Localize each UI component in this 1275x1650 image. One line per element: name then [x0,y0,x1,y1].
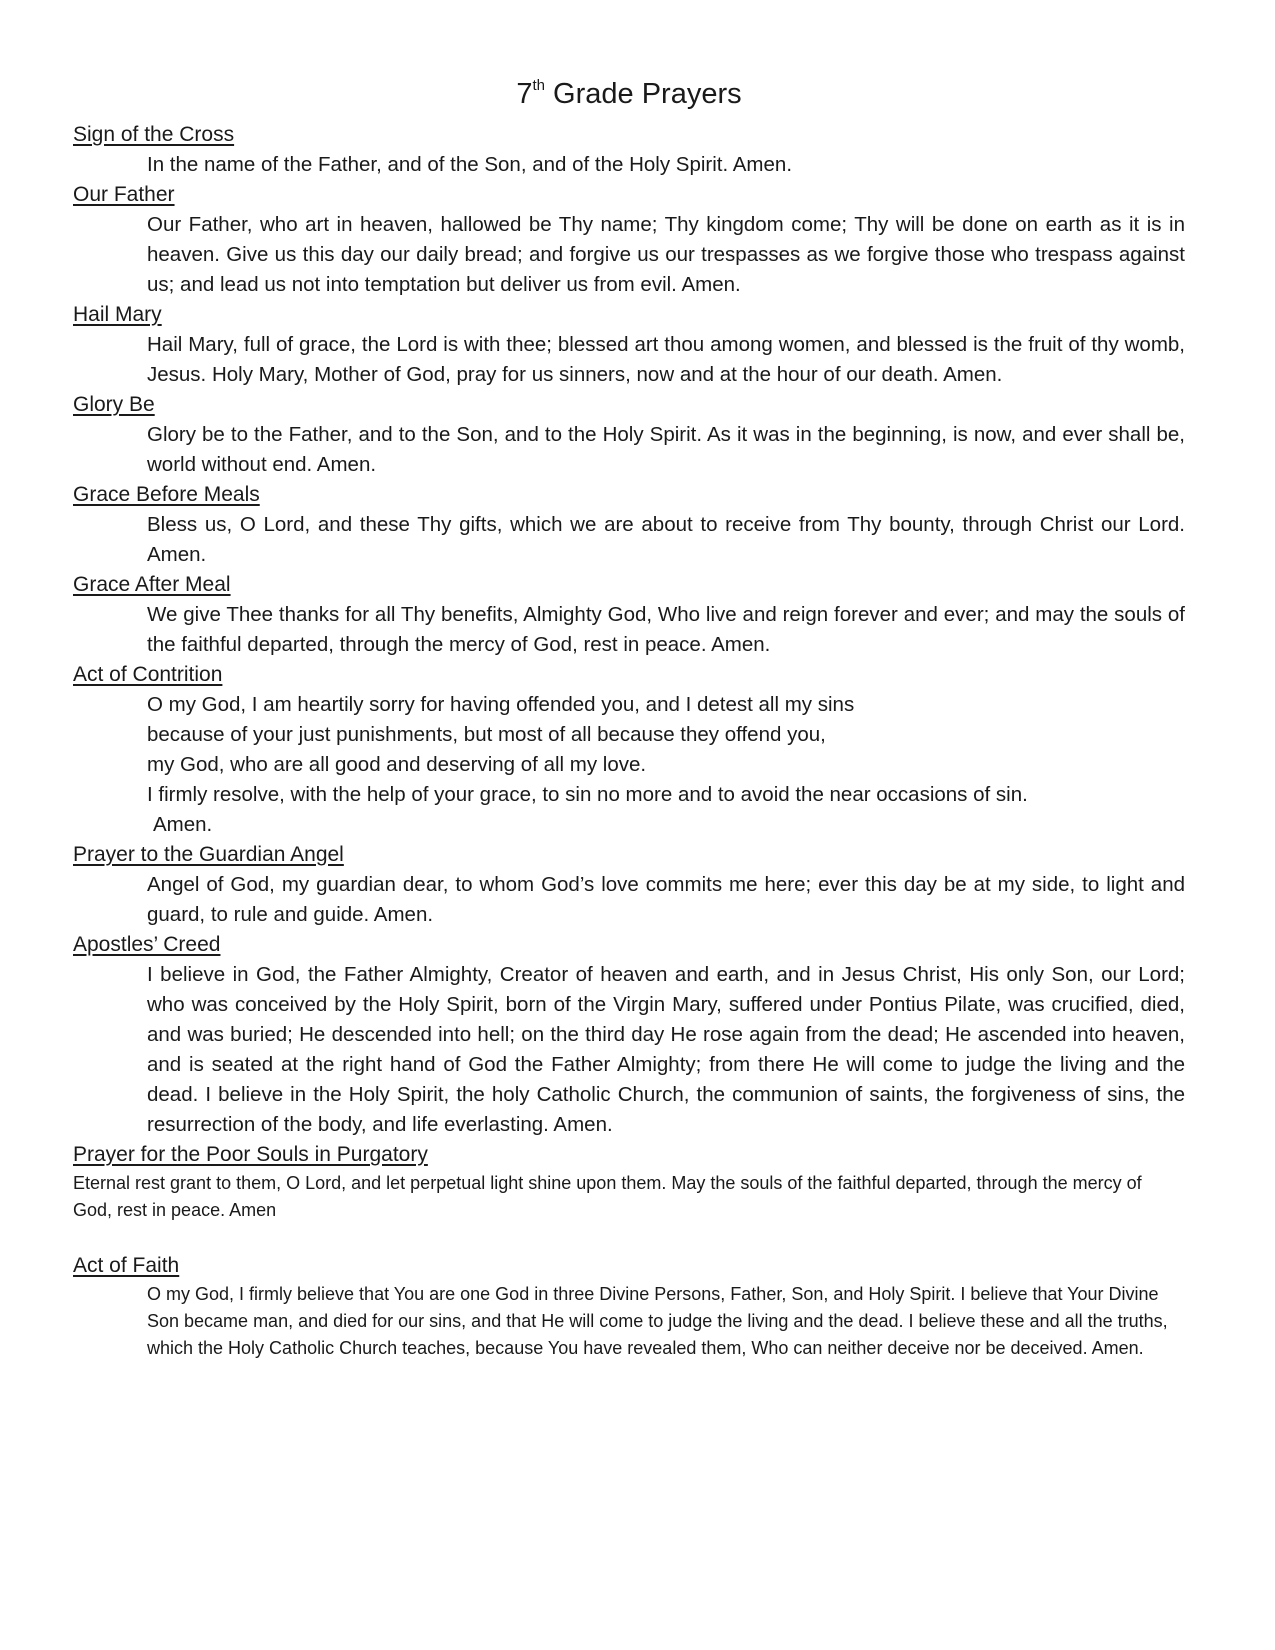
prayer-text: Bless us, O Lord, and these Thy gifts, which we are about to receive from Thy bounty, through Christ our Lord. Amen. [147,513,1185,566]
prayer-text: Our Father, who art in heaven, hallowed be Thy name; Thy kingdom come; Thy will be done on earth as it is in heaven. Give us this day our daily bread; and forgive us our trespasses as we forgive those who trespass against us; and lead us not into temptation but deliver us from evil. Amen. [147,213,1185,296]
prayer-heading: Act of Contrition [73,663,223,686]
prayer-heading: Grace Before Meals [73,483,260,506]
prayer-line: because of your just punishments, but most of all because they offend you, [147,723,826,746]
prayer-heading: Our Father [73,183,175,206]
prayer-text: In the name of the Father, and of the Son, and of the Holy Spirit. Amen. [147,153,793,176]
prayer-hail-mary [73,300,1185,390]
prayer-apostles-creed [73,930,1185,1140]
prayer-heading: Glory Be [73,393,155,416]
prayer-line: I firmly resolve, with the help of your grace, to sin no more and to avoid the near occasions of sin. [147,783,1028,806]
prayer-text: Angel of God, my guardian dear, to whom God’s love commits me here; ever this day be at my side, to light and guard, to rule and guide. Amen. [147,873,1185,926]
prayer-text: Hail Mary, full of grace, the Lord is with thee; blessed art thou among women, and blessed is the fruit of thy womb, Jesus. Holy Mary, Mother of God, pray for us sinners, now and at the hour of our death. Amen. [147,333,1185,386]
prayer-text: I believe in God, the Father Almighty, Creator of heaven and earth, and in Jesus Christ, His only Son, our Lord; who was conceived by the Holy Spirit, born of the Virgin Mary, suffered under Pontius Pilate, was crucified, died, and was buried; He descended into hell; on the third day He rose again from the dead; He ascended into heaven, and is seated at the right hand of God the Father Almighty; from there He will come to judge the living and the dead. I believe in the Holy Spirit, the holy Catholic Church, the communion of saints, the forgiveness of sins, the resurrection of the body, and life everlasting. Amen. [147,963,1185,1136]
prayer-act-of-contrition [73,660,1185,840]
prayer-poor-souls [73,1140,1185,1224]
prayer-heading: Apostles’ Creed [73,933,221,956]
prayer-guardian-angel [73,840,1185,930]
prayer-line: O my God, I am heartily sorry for having offended you, and I detest all my sins [147,693,855,716]
title-number: 7 [516,78,533,110]
prayer-text: We give Thee thanks for all Thy benefits, Almighty God, Who live and reign forever and ever; and may the souls of the faithful departed, through the mercy of God, rest in peace. Amen. [147,603,1185,656]
prayer-act-of-faith [73,1251,1185,1362]
prayer-text [147,690,1185,840]
prayer-heading: Hail Mary [73,303,162,326]
section-spacer [73,1224,1185,1251]
prayer-text: O my God, I firmly believe that You are one God in three Divine Persons, Father, Son, and Holy Spirit. I believe that Your Divine Son became man, and died for our sins, and that He will come to judge the living and the dead. I believe these and all the truths, which the Holy Catholic Church teaches, because You have revealed them, Who can neither deceive nor be deceived. Amen. [147,1284,1168,1358]
prayer-heading: Prayer for the Poor Souls in Purgatory [73,1143,428,1166]
prayer-heading: Grace After Meal [73,573,231,596]
prayer-line: my God, who are all good and deserving of all my love. [147,753,647,776]
prayer-grace-after-meal [73,570,1185,660]
prayer-sheet [73,74,1185,1362]
prayer-heading: Prayer to the Guardian Angel [73,843,344,866]
prayer-glory-be [73,390,1185,480]
prayer-sign-of-cross [73,120,1185,180]
page-title [73,74,1185,114]
prayer-heading: Act of Faith [73,1254,180,1277]
prayer-line: Amen. [153,813,213,836]
title-superscript: th [532,77,545,94]
prayer-text: Eternal rest grant to them, O Lord, and let perpetual light shine upon them. May the souls of the faithful departed, through the mercy of God, rest in peace. Amen [73,1173,1142,1220]
prayer-our-father [73,180,1185,300]
prayer-text: Glory be to the Father, and to the Son, and to the Holy Spirit. As it was in the beginning, is now, and ever shall be, world without end. Amen. [147,423,1185,476]
prayer-heading: Sign of the Cross [73,123,235,146]
prayer-grace-before-meals [73,480,1185,570]
title-text: Grade Prayers [545,78,742,110]
